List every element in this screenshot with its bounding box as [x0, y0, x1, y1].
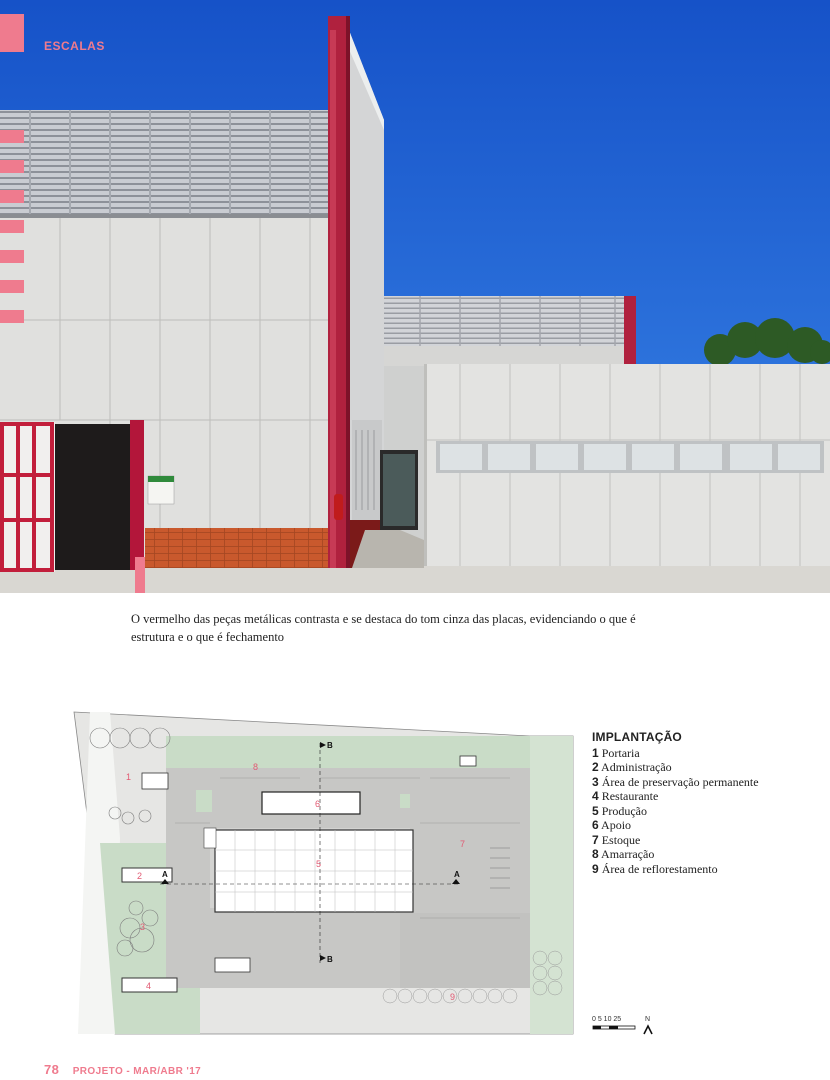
- plan-label-2: 2: [137, 871, 143, 881]
- legend-item: 2 Administração: [592, 760, 672, 774]
- section-a-right: A: [454, 870, 460, 879]
- plan-label-5: 5: [316, 859, 322, 869]
- legend-item: 3 Área de preservação permanente: [592, 774, 759, 789]
- legend-item: 6 Apoio: [592, 818, 632, 832]
- legend-item: 8 Amarração: [592, 847, 655, 861]
- north-arrow-icon: [644, 1026, 652, 1034]
- plan-label-9: 9: [450, 992, 456, 1002]
- caption-marker: [135, 557, 145, 593]
- section-b-top: B: [327, 741, 333, 750]
- legend-item: 9 Área de reflorestamento: [592, 861, 718, 876]
- legend-item: 1 Portaria: [592, 745, 640, 760]
- plan-label-4: 4: [146, 981, 152, 991]
- magazine-issue: PROJETO - MAR/ABR '17: [72, 1066, 202, 1077]
- section-tag-bar: [0, 14, 24, 52]
- page-number: 78: [44, 1062, 60, 1077]
- plan-legend: [592, 730, 792, 876]
- plan-label-1: 1: [126, 772, 132, 782]
- plan-label-8: 8: [253, 762, 259, 772]
- section-label: ESCALAS: [44, 39, 105, 53]
- legend-item: 7 Estoque: [592, 832, 641, 847]
- site-plan: [70, 708, 575, 1038]
- legend-item: 4 Restaurante: [592, 789, 659, 803]
- plan-label-7: 7: [460, 839, 466, 849]
- section-b-bottom: B: [327, 955, 333, 964]
- legend-item: 5 Produção: [592, 803, 648, 818]
- section-a-left: A: [162, 870, 168, 879]
- photo-caption: O vermelho das peças metálicas contrasta e se destaca do tom cinza das placas, evidenciando o que é estrutura e o que é fechamento: [131, 612, 636, 644]
- north-label: N: [645, 1016, 651, 1023]
- scale-bar: [592, 1016, 662, 1038]
- legend-title: IMPLANTAÇÃO: [592, 730, 682, 744]
- plan-label-6: 6: [315, 799, 321, 809]
- plan-label-3: 3: [140, 922, 146, 932]
- page-footer: [44, 1062, 201, 1077]
- scale-labels: 0 5 10 25: [592, 1016, 622, 1023]
